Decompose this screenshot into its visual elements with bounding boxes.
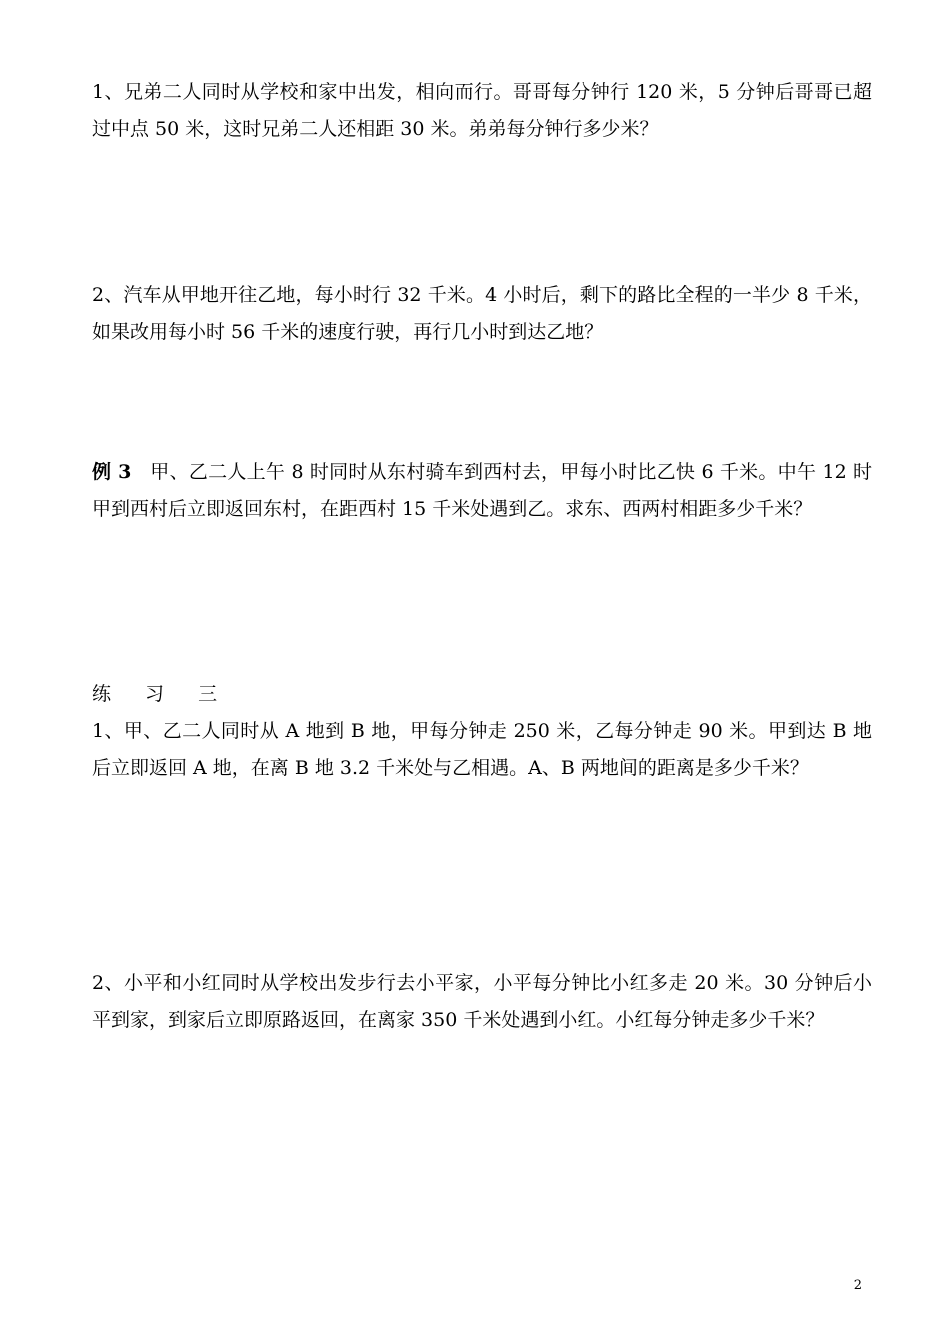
page-number: 2 [853, 1278, 862, 1293]
practice-3-question-1: 1、甲、乙二人同时从 A 地到 B 地，甲每分钟走 250 米，乙每分钟走 90 米。甲到达 B 地后立即返回 A 地，在离 B 地 3.2 千米处与乙相遇。A、B 两地间的距离是多少千米？ [92, 720, 872, 779]
problem-1-text: 1、兄弟二人同时从学校和家中出发，相向而行。哥哥每分钟行 120 米，5 分钟后哥哥已超过中点 50 米，这时兄弟二人还相距 30 米。弟弟每分钟行多少米？ [92, 81, 872, 140]
problem-2-text: 2、汽车从甲地开往乙地，每小时行 32 千米。4 小时后，剩下的路比全程的一半少 8 千米，如果改用每小时 56 千米的速度行驶，再行几小时到达乙地？ [92, 284, 872, 343]
example-3-text: 甲、乙二人上午 8 时同时从东村骑车到西村去，甲每小时比乙快 6 千米。中午 12 时甲到西村后立即返回东村，在距西村 15 千米处遇到乙。求东、西两村相距多少千米？ [92, 461, 872, 520]
example-3 [92, 454, 872, 528]
example-3-label: 例 3 [92, 461, 132, 483]
practice-3-question-2: 2、小平和小红同时从学校出发步行去小平家，小平每分钟比小红多走 20 米。30 分钟后小平到家，到家后立即原路返回，在离家 350 千米处遇到小红。小红每分钟走多少千米？ [92, 972, 872, 1031]
practice-3-heading: 练 习 三 [92, 683, 232, 705]
